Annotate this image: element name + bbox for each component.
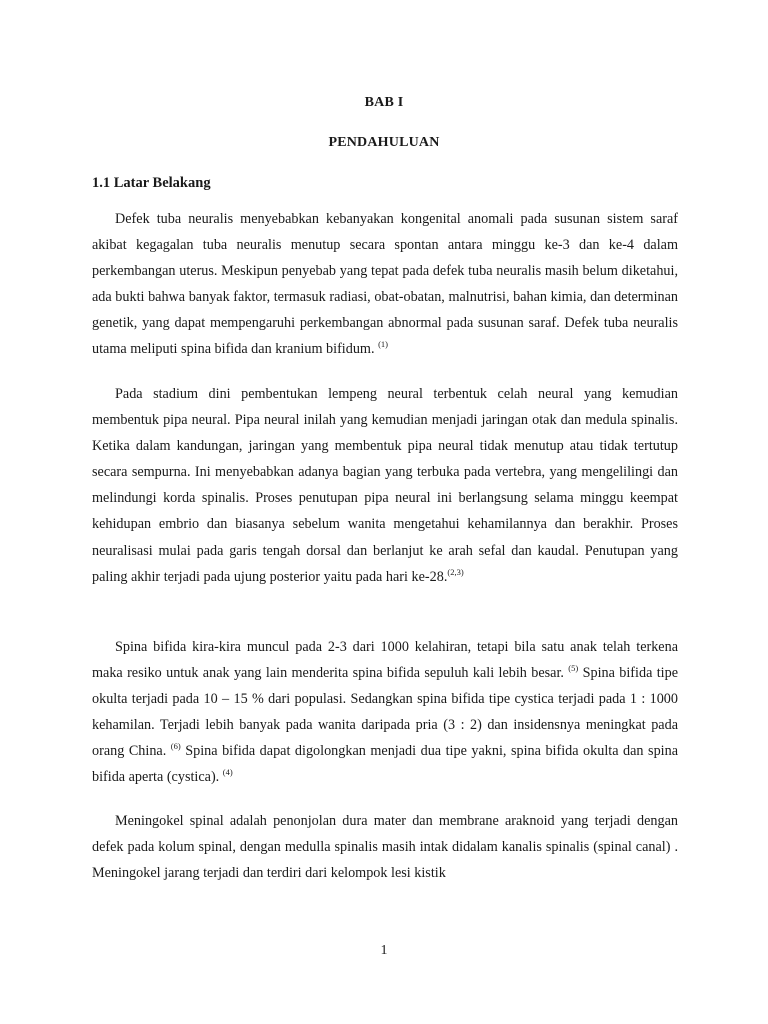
- paragraph-3: [92, 634, 678, 791]
- paragraph-2: [92, 381, 678, 590]
- paragraph-1: [92, 206, 678, 363]
- chapter-heading: BAB I: [364, 95, 404, 110]
- citation-ref: (5): [568, 663, 579, 674]
- citation-ref: (6): [170, 741, 181, 752]
- paragraph-4-text: Meningokel spinal adalah penonjolan dura mater dan membrane araknoid yang terjadi dengan defek pada kolum spinal, dengan medulla spinalis masih intak didalam kanalis spinalis (spinal canal) . Meningokel jarang terjadi dan terdiri dari kelompok lesi kistik: [92, 813, 678, 882]
- paragraph-3-text-a: Spina bifida kira-kira muncul pada 2-3 dari 1000 kelahiran, tetapi bila satu anak telah terkena maka resiko untuk anak yang lain menderita spina bifida sepuluh kali lebih besar.: [92, 639, 678, 682]
- paragraph-3-text-c: Spina bifida dapat digolongkan menjadi dua tipe yakni, spina bifida okulta dan spina bifida aperta (cystica).: [92, 743, 678, 786]
- page-number: 1: [380, 943, 388, 958]
- paragraph-4: [92, 808, 678, 886]
- paragraph-2-text: Pada stadium dini pembentukan lempeng neural terbentuk celah neural yang kemudian membentuk pipa neural. Pipa neural inilah yang kemudian menjadi jaringan otak dan medula spinalis. Ketika dalam kandungan, jaringan yang membentuk pipa neural tidak menutup atau tidak tertutup secara sempurna. Ini menyebabkan adanya bagian yang terbuka pada vertebra, yang mengelilingi dan melindungi korda spinalis. Proses penutupan pipa neural ini berlangsung selama minggu keempat kehidupan embrio dan biasanya sebelum wanita mengetahui kehamilannya dan berakhir. Proses neuralisasi mulai pada garis tengah dorsal dan berlanjut ke arah sefal dan kaudal. Penutupan yang paling akhir terjadi pada ujung posterior yaitu pada hari ke-28.: [92, 386, 678, 585]
- chapter-title: PENDAHULUAN: [328, 135, 440, 150]
- citation-ref: (1): [378, 339, 388, 350]
- paragraph-1-text: Defek tuba neuralis menyebabkan kebanyakan kongenital anomali pada susunan sistem saraf akibat kegagalan tuba neuralis menutup secara spontan antara minggu ke-3 dan ke-4 dalam perkembangan uterus. Meskipun penyebab yang tepat pada defek tuba neuralis masih belum diketahui, ada bukti bahwa banyak faktor, termasuk radiasi, obat-obatan, malnutrisi, bahan kimia, dan determinan genetik, yang dapat mempengaruhi perkembangan abnormal pada susunan saraf. Defek tuba neuralis utama meliputi spina bifida dan kranium bifidum.: [92, 211, 678, 358]
- citation-ref: (2,3): [447, 566, 464, 577]
- paragraph-3-text-b: Spina bifida tipe okulta terjadi pada 10 – 15 % dari populasi. Sedangkan spina bifida tipe cystica terjadi pada 1 : 1000 kehamilan. Terjadi lebih banyak pada wanita daripada pria (3 : 2) dan insidensnya meningkat pada orang China.: [92, 665, 679, 760]
- citation-ref: (4): [222, 767, 233, 778]
- section-title: 1.1 Latar Belakang: [92, 175, 211, 191]
